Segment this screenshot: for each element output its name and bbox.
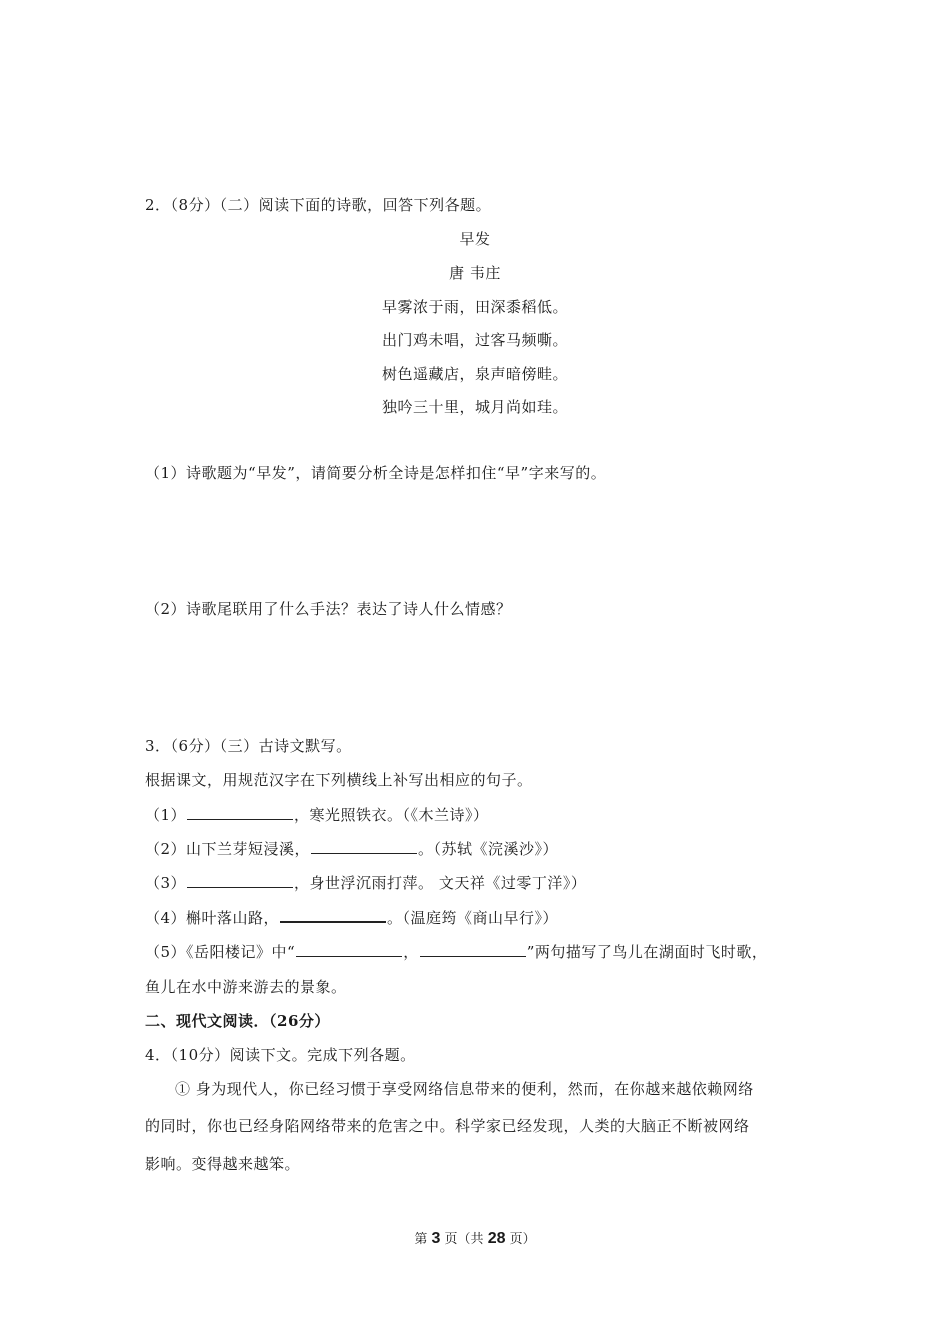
q3-instruction: 根据课文，用规范汉字在下列横线上补写出相应的句子。 xyxy=(145,771,533,789)
poem-title: 早发 xyxy=(459,230,491,248)
q2-header: 2．（8分）（二）阅读下面的诗歌，回答下列各题。 xyxy=(145,196,492,214)
q3-item-5-continuation: 鱼儿在水中游来游去的景象。 xyxy=(145,978,347,996)
q3-item-2-suffix: 。（苏轼《浣溪沙》） xyxy=(418,840,559,858)
poem-author: 唐 韦庄 xyxy=(449,264,501,282)
q3-item-4-blank[interactable] xyxy=(280,905,386,923)
q3-item-5-suffix: ”两句描写了鸟儿在湖面时飞时歌， xyxy=(526,943,768,961)
section-2-title: 二、现代文阅读．（26分） xyxy=(145,1012,330,1030)
q3-item-3-suffix: ，身世浮沉雨打萍。 文天祥《过零丁洋》） xyxy=(294,874,587,892)
q3-item-1-suffix: ，寒光照铁衣。（《木兰诗》） xyxy=(294,806,489,824)
footer-mid: 页（共 xyxy=(444,1232,484,1247)
q4-paragraph-1-line-2: 的同时，你也已经身陷网络带来的危害之中。科学家已经发现，人类的大脑正不断被网络 xyxy=(145,1117,750,1135)
footer-page-number: 3 xyxy=(431,1230,441,1247)
q2-subquestion-1: （1）诗歌题为“早发”，请简要分析全诗是怎样扣住“早”字来写的。 xyxy=(145,464,607,482)
footer-suffix: 页） xyxy=(509,1232,536,1247)
q4-header: 4．（10分）阅读下文。完成下列各题。 xyxy=(145,1046,416,1064)
q3-header: 3．（6分）（三）古诗文默写。 xyxy=(145,737,352,755)
page-footer xyxy=(0,1230,950,1249)
poem-line-4: 独吟三十里，城月尚如珪。 xyxy=(381,398,568,416)
q4-paragraph-1-line-1: ① 身为现代人，你已经习惯于享受网络信息带来的便利，然而，在你越来越依赖网络 xyxy=(175,1080,754,1098)
q3-item-4-suffix: 。（温庭筠《商山早行》） xyxy=(387,909,559,927)
q3-item-5 xyxy=(145,940,767,962)
q3-item-5-blank-2[interactable] xyxy=(420,940,526,957)
poem-line-3: 树色遥藏店，泉声暗傍畦。 xyxy=(381,365,568,383)
q3-item-4 xyxy=(145,905,558,928)
q3-item-3-blank[interactable] xyxy=(187,871,293,888)
q3-item-1-prefix: （1） xyxy=(145,806,187,824)
q3-item-5-mid: ， xyxy=(403,943,419,961)
footer-total-pages: 28 xyxy=(487,1230,506,1247)
q3-item-3 xyxy=(145,871,586,893)
q3-item-5-blank-1[interactable] xyxy=(296,940,402,957)
poem-line-1: 早雾浓于雨，田深黍稻低。 xyxy=(381,298,568,316)
footer-prefix: 第 xyxy=(414,1232,428,1247)
q3-item-1-blank[interactable] xyxy=(187,803,293,820)
q3-item-2 xyxy=(145,837,558,859)
q3-item-1 xyxy=(145,803,489,825)
poem-line-2: 出门鸡未唱，过客马频嘶。 xyxy=(381,331,568,349)
q3-item-5-prefix: （5）《岳阳楼记》中“ xyxy=(145,943,296,961)
q2-subquestion-2: （2）诗歌尾联用了什么手法？表达了诗人什么情感？ xyxy=(145,600,512,618)
q4-paragraph-1-line-3: 影响。变得越来越笨。 xyxy=(145,1155,301,1173)
q3-item-4-prefix: （4）槲叶落山路， xyxy=(145,909,280,927)
q3-item-3-prefix: （3） xyxy=(145,874,187,892)
q3-item-2-blank[interactable] xyxy=(311,837,417,854)
q3-item-2-prefix: （2）山下兰芽短浸溪， xyxy=(145,840,311,858)
